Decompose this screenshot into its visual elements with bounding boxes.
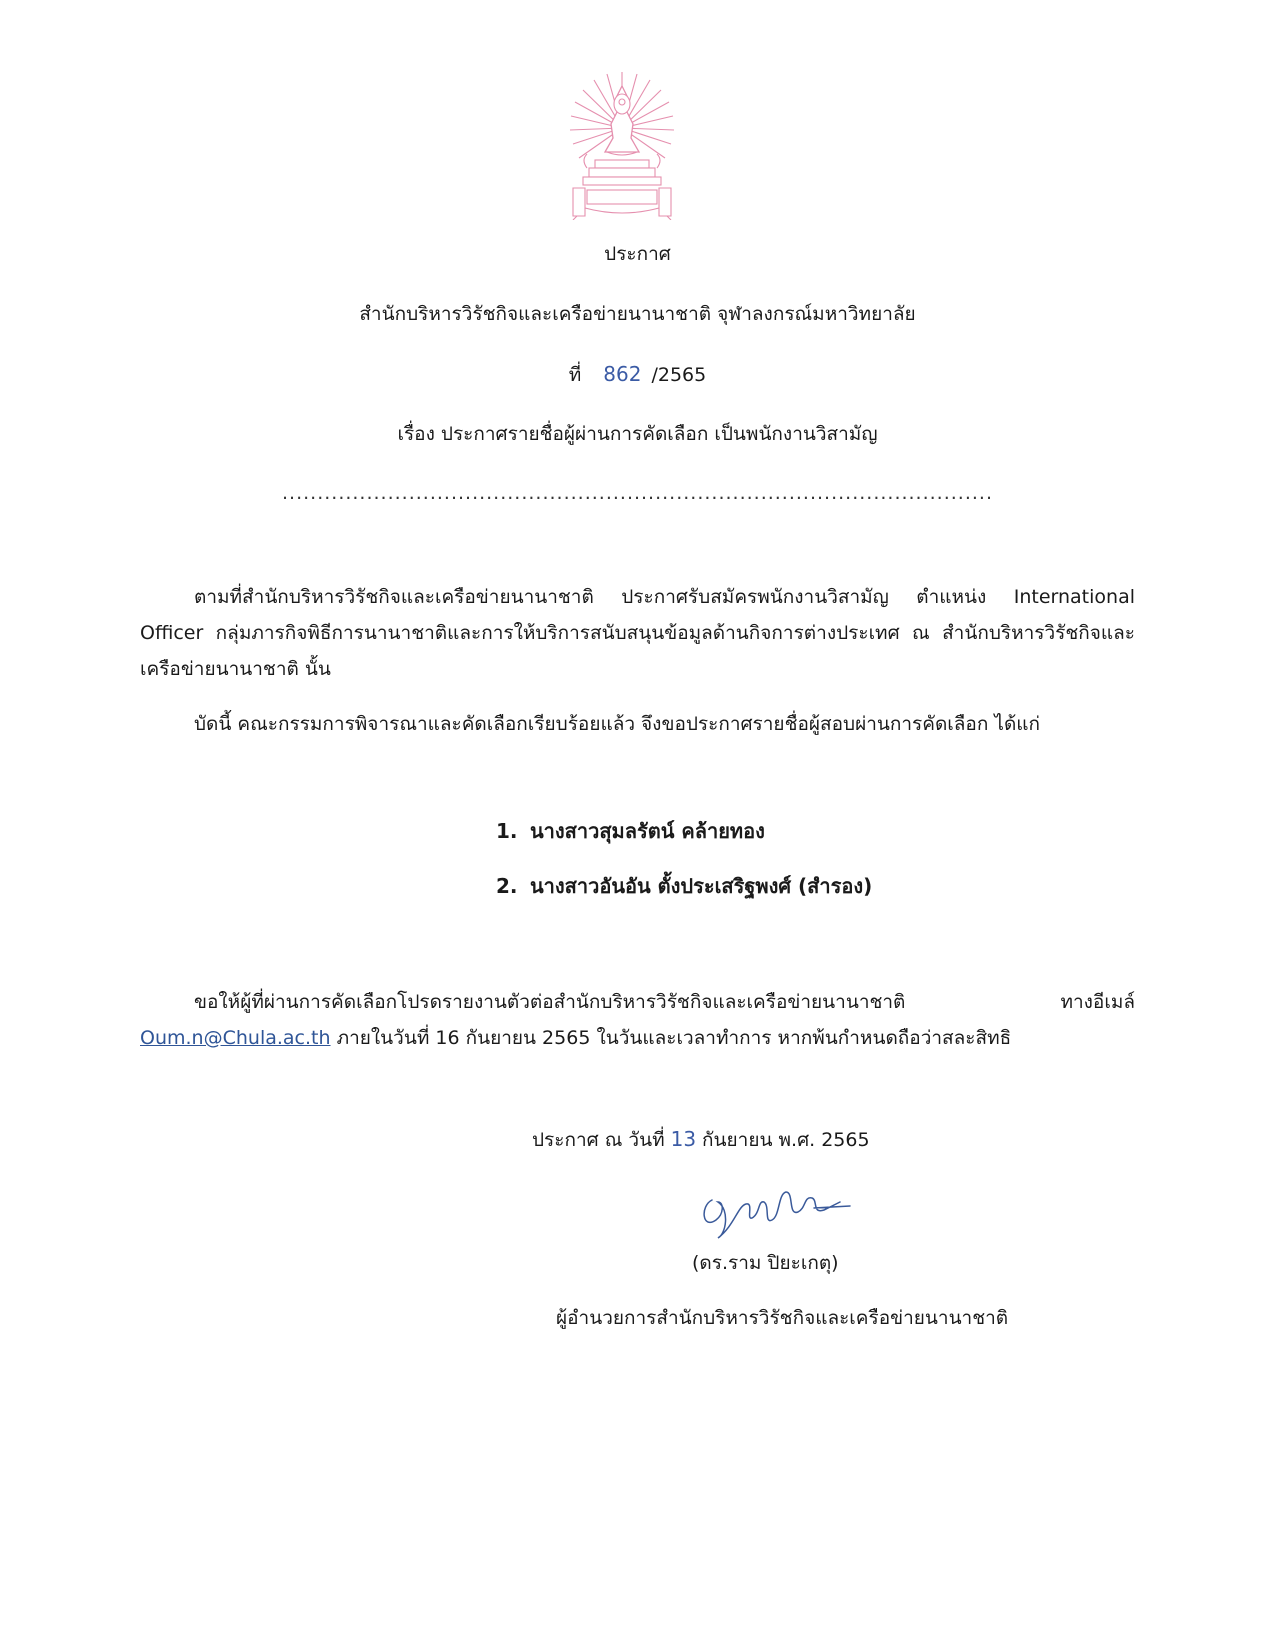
number-suffix: /2565 (651, 364, 707, 386)
announcement-subject: เรื่อง ประกาศรายชื่อผู้ผ่านการคัดเลือก เป็นพนักงานวิสามัญ (397, 423, 878, 445)
candidate-index: 1. (496, 819, 518, 843)
body-paragraph-1: ตามที่สำนักบริหารวิรัชกิจและเครือข่ายนานาชาติ ประกาศรับสมัครพนักงานวิสามัญ ตำแหน่ง International Officer กลุ่มภารกิจพิธีการนานาชาติและการให้บริการสนับสนุนข้อมูลด้านกิจการต่างประเทศ ณ สำนักบริหารวิรัชกิจและเครือข่ายนานาชาติ นั้น (140, 586, 1135, 680)
handwritten-signature (690, 1180, 860, 1240)
dotted-divider: ..................................................................................................... (282, 482, 993, 504)
candidate-index: 2. (496, 874, 518, 898)
candidate-name: นางสาวสุมลรัตน์ คล้ายทอง (530, 819, 765, 843)
issuer-name: สำนักบริหารวิรัชกิจและเครือข่ายนานาชาติ จุฬาลงกรณ์มหาวิทยาลัย (359, 303, 916, 325)
report-deadline: ภายในวันที่ 16 กันยายน 2565 ในวันและเวลาทำการ หากพ้นกำหนดถือว่าสละสิทธิ (330, 1027, 1012, 1049)
body-paragraph-3 (140, 984, 1135, 1056)
date-day: 13 (670, 1127, 697, 1151)
email-link[interactable]: Oum.n@Chula.ac.th (140, 1027, 331, 1049)
announcement-title: ประกาศ (604, 243, 671, 265)
candidate-item (496, 815, 765, 847)
candidate-item (496, 870, 872, 902)
date-prefix: ประกาศ ณ วันที่ (532, 1129, 665, 1151)
number-prefix: ที่ (568, 364, 582, 386)
candidate-name: นางสาวอันอัน ตั้งประเสริฐพงศ์ (สำรอง) (530, 874, 873, 898)
signer-name: (ดร.ราม ปิยะเกตุ) (692, 1252, 839, 1274)
number-value: 862 (603, 362, 642, 386)
announcement-number (0, 361, 1275, 388)
chula-emblem-logo (567, 68, 677, 220)
body-paragraph-2: บัดนี้ คณะกรรมการพิจารณาและคัดเลือกเรียบร้อยแล้ว จึงขอประกาศรายชื่อผู้สอบผ่านการคัดเลือก ได้แก่ (194, 713, 1041, 735)
report-instruction: ขอให้ผู้ที่ผ่านการคัดเลือกโปรดรายงานตัวต่อสำนักบริหารวิรัชกิจและเครือข่ายนานาชาติ ทางอีเมล์ (194, 991, 1135, 1013)
signer-position: ผู้อำนวยการสำนักบริหารวิรัชกิจและเครือข่ายนานาชาติ (556, 1307, 1009, 1329)
date-suffix: กันยายน พ.ศ. 2565 (702, 1129, 870, 1151)
announcement-date (532, 1125, 870, 1155)
